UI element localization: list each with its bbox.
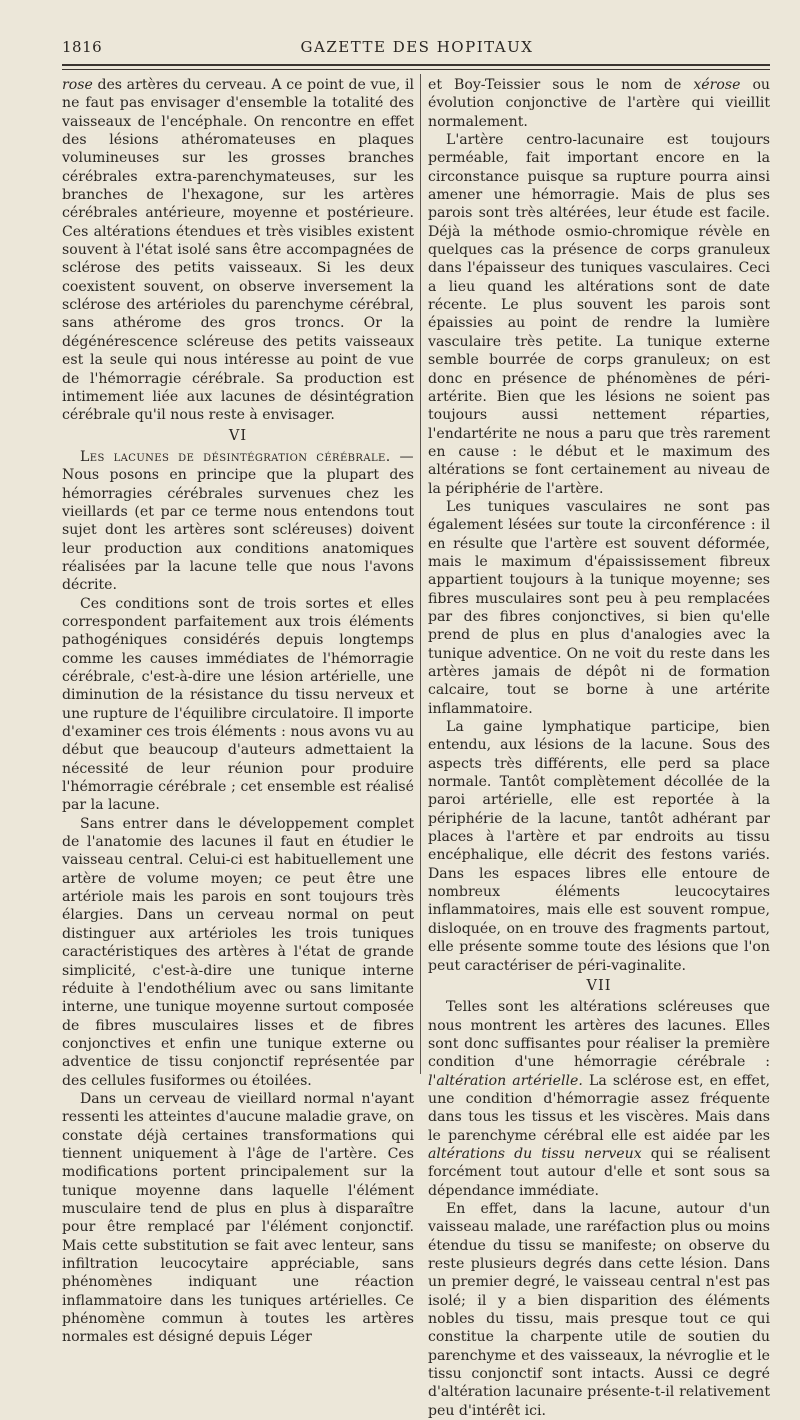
italic-term: altérations du tissu nerveux [428,1145,642,1162]
paragraph: Sans entrer dans le développement complet de l'anatomie des lacunes il faut en étudier le vaisseau central. Celui-ci est habituellement une artère de volume moyen; ce peut être une artériole mais les parois en sont toujours très élargies. Dans un cerveau normal on peut distinguer aux artérioles les trois tuniques caractéristiques des artères à l'état de grande simplicité, c'est-à-dire une tunique interne réduite à l'endothélium avec ou sans limitante interne, une tunique moyenne surtout composée de fibres musculaires lisses et de fibres conjonctives et enfin une tunique externe ou adventice de tissu conjonctif représentée par des cellules fusiformes ou étoilées. [62,815,414,1089]
italic-term: rose [62,77,93,93]
page-number: 1816 [62,38,103,56]
paragraph [62,76,414,425]
paragraph-text: ou évolution conjonctive de l'artère qui vieillit normalement. [428,77,770,130]
paragraph: Dans un cerveau de vieillard normal n'ayant ressenti les atteintes d'aucune maladie grave, on constate déjà certaines transformations qui tiennent uniquement à l'âge de l'artère. Ces modifications portent principalement sur la tunique moyenne dans laquelle l'élément musculaire tend de plus en plus à disparaître pour être remplacé par l'élément conjonctif. Mais cette substitution se fait avec lenteur, sans infiltration leucocytaire appréciable, sans phénomènes indiquant une réaction inflammatoire dans les tuniques artérielles. Ce phénomène commun à toutes les artères normales est désigné depuis Léger [62,1090,414,1346]
paragraph [62,448,414,595]
paragraph-text: Nous posons en principe que la plupart des hémorragies cérébrales survenues chez les vieillards (et par ce terme nous entendons tout sujet dont les artères sont scléreuses) doivent leur production aux conditions anatomiques réalisées par la lacune telle que nous l'avons décrite. [62,467,414,594]
paragraph: La gaine lymphatique participe, bien entendu, aux lésions de la lacune. Sous des aspects très différents, elle perd sa place normale. Tantôt complètement décollée de la paroi artérielle, elle est reportée à la périphérie de la lacune, tantôt adhérant par places à l'artère et par endroits au tissu encéphalique, elle décrit des festons variés. Dans les espaces libres elle entoure de nombreux éléments leucocytaires inflammatoires, mais elle est souvent rompue, disloquée, on en trouve des fragments partout, elle présente somme toute des lésions que l'on peut caractériser de péri-vaginalite. [428,719,770,974]
header-rule-thin [62,69,770,70]
running-head: GAZETTE DES HOPITAUX [300,38,534,56]
italic-term: l'altération artérielle. [428,1072,583,1089]
paragraph-text: qui se réalisent forcément tout autour d'elle et sont sous sa dépendance immédiate. [428,1145,770,1199]
paragraph-text: La sclérose est, en effet, une condition d'hémorragie assez fréquente dans tous les tissus et les viscères. Mais dans le parenchyme cérébral elle est aidée par les [428,1072,771,1144]
paragraph-text: et Boy-Teissier sous le nom de [428,77,694,93]
paragraph-text: Telles sont les altérations scléreuses que nous montrent les artères des lacunes. Elles sont donc suffisantes pour réaliser la première condition d'une hémorragie cérébrale : [428,999,770,1071]
left-column [62,76,414,1347]
right-column [428,76,770,1420]
italic-term: xérose [693,77,741,93]
paragraph [428,998,770,1200]
header-rule-thick [62,64,770,66]
paragraph: L'artère centro-lacunaire est toujours perméable, fait important encore en la circonstance puisque sa rupture pourra ainsi amener une hémorragie. Mais de plus ses parois sont très altérées, leur étude est facile. Déjà la méthode osmio-chromique révèle en quelques cas la présence de corps granuleux dans l'épaisseur des tuniques vasculaires. Ceci a lieu quand les altérations sont de date récente. Le plus souvent les parois sont épaissies au point de rendre la lumière vasculaire très petite. La tunique externe semble bourrée de corps granuleux; on est donc en présence de phénomènes de péri-artérite. Bien que les lésions ne soient pas toujours aussi nettement réparties, l'endartérite ne nous a paru que très rarement en cause : le début et le maximum des altérations se font certainement au niveau de la périphérie de l'artère. [428,132,770,497]
section-heading: Les lacunes de désintégration cérébrale. — [80,448,414,465]
paragraph [428,76,770,131]
paragraph: Les tuniques vasculaires ne sont pas également lésées sur toute la circonférence : il en résulte que l'artère est souvent déformée, mais le maximum d'épaississement fibreux appartient toujours à la tunique moyenne; ses fibres musculaires sont peu à peu remplacées par des fibres conjonctives, si bien qu'elle prend de plus en plus d'analogies avec la tunique adventice. On ne voit du reste dans les artères jamais de dépôt ni de formation calcaire, tout se borne à une artérite inflammatoire. [428,498,770,717]
section-number-vi: VI [228,427,248,444]
paragraph: Ces conditions sont de trois sortes et elles correspondent parfaitement aux trois éléments pathogéniques considérés depuis longtemps comme les causes immédiates de l'hémorragie cérébrale, c'est-à-dire une lésion artérielle, une diminution de la résistance du tissu nerveux et une rupture de l'équilibre circulatoire. Il importe d'examiner ces trois éléments : nous avons vu au début que beaucoup d'auteurs admettaient la nécessité de leur réunion pour produire l'hémorragie cérébrale ; cet ensemble est réalisé par la lacune. [62,595,414,814]
page-header [62,38,772,60]
paragraph-text: des artères du cerveau. A ce point de vue, il ne faut pas envisager d'ensemble la totalité des vaisseaux de l'encéphale. On rencontre en effet des lésions athéromateuses en plaques volumineuses sur les grosses branches cérébrales extra-parenchymateuses, sur les branches de l'hexagone, sur les artères cérébrales antérieure, moyenne et postérieure. Ces altérations étendues et très visibles existent souvent à l'état isolé sans être accompagnées de sclérose des petits vaisseaux. Si les deux coexistent souvent, on observe inversement la sclérose des artérioles du parenchyme cérébral, sans athérome des gros troncs. Or la dégénérescence scléreuse des petits vaisseaux est la seule qui nous intéresse au point de vue de l'hémorragie cérébrale. Sa production est intimement liée aux lacunes de désintégration cérébrale qu'il nous reste à envisager. [62,77,414,424]
column-divider [420,74,421,1074]
section-number-vii: VII [586,977,612,994]
paragraph: En effet, dans la lacune, autour d'un vaisseau malade, une raréfaction plus ou moins étendue du tissu se manifeste; on observe du reste plusieurs degrés dans cette lésion. Dans un premier degré, le vaisseau central n'est pas isolé; il y a bien disparition des éléments nobles du tissu, mais presque tout ce qui constitue la charpente utile de soutien du parenchyme et des vaisseaux, la névroglie et le tissu conjonctif sont intacts. Aussi ce degré d'altération lacunaire présente-t-il relativement peu d'intérêt ici. [428,1200,770,1419]
